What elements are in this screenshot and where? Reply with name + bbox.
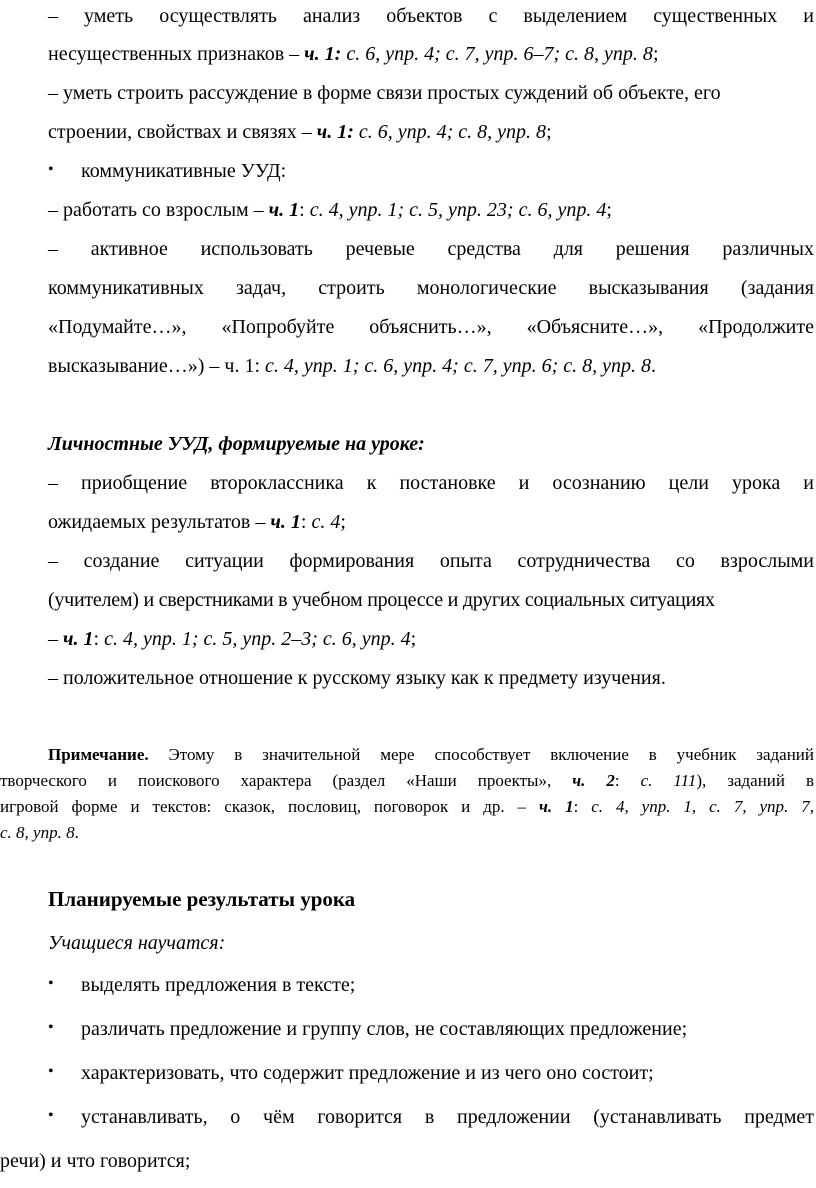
cognitive-line-4: строении, свойствах и связях – ч. 1: с. 6, упр. 4; с. 8, упр. 8; bbox=[48, 121, 552, 143]
personal-line-5: – ч. 1: с. 4, упр. 1; с. 5, упр. 2–3; с. 6, упр. 4; bbox=[48, 628, 417, 650]
personal-line-6: – положительное отношение к русскому языку как к предмету изучения. bbox=[48, 667, 666, 689]
communicative-line-3: коммуникативных задач, строить монологические высказывания (задания bbox=[48, 277, 814, 299]
note-line-4: с. 8, упр. 8. bbox=[0, 823, 79, 842]
note-label: Примечание. bbox=[48, 745, 149, 764]
bullet-icon: • bbox=[48, 1063, 54, 1080]
personal-line-1: – приобщение второклассника к постановке и осознанию цели урока и bbox=[48, 472, 814, 494]
communicative-line-1: – работать со взрослым – ч. 1: с. 4, упр. 1; с. 5, упр. 23; с. 6, упр. 4; bbox=[48, 199, 612, 221]
results-item-2: различать предложение и группу слов, не составляющих предложение; bbox=[81, 1018, 688, 1040]
note-line-3: игровой форме и текстов: сказок, пословиц, поговорок и др. – ч. 1: с. 4, упр. 1, с. 7, упр. 7, bbox=[0, 797, 814, 816]
bullet-icon: • bbox=[48, 975, 54, 992]
communicative-line-4: «Подумайте…», «Попробуйте объяснить…», «Объясните…», «Продолжите bbox=[48, 316, 814, 338]
results-item-3: характеризовать, что содержит предложение и из чего оно состоит; bbox=[81, 1062, 654, 1084]
cognitive-line-3: – уметь строить рассуждение в форме связи простых суждений об объекте, его bbox=[48, 82, 721, 104]
communicative-heading: коммуникативные УУД: bbox=[81, 160, 287, 182]
communicative-line-2: – активное использовать речевые средства для решения различных bbox=[48, 238, 814, 260]
results-item-4: устанавливать, о чём говорится в предложении (устанавливать предмет bbox=[81, 1106, 814, 1128]
results-item-1: выделять предложения в тексте; bbox=[81, 974, 356, 996]
note-line-1: Примечание. Этому в значительной мере способствует включение в учебник заданий bbox=[48, 745, 814, 764]
personal-heading: Личностные УУД, формируемые на уроке: bbox=[48, 433, 425, 455]
cognitive-line-2: несущественных признаков – ч. 1: с. 6, упр. 4; с. 7, упр. 6–7; с. 8, упр. 8; bbox=[48, 43, 659, 65]
results-item-4-continuation: речи) и что говорится; bbox=[0, 1150, 191, 1172]
bullet-icon: • bbox=[48, 161, 54, 178]
personal-line-3: – создание ситуации формирования опыта сотрудничества со взрослыми bbox=[48, 550, 814, 572]
personal-line-4: (учителем) и сверстниками в учебном процессе и других социальных ситуациях bbox=[48, 589, 715, 611]
results-subtitle: Учащиеся научатся: bbox=[48, 932, 226, 954]
personal-line-2: ожидаемых результатов – ч. 1: с. 4; bbox=[48, 511, 346, 533]
bullet-icon: • bbox=[48, 1019, 54, 1036]
communicative-line-5: высказывание…») – ч. 1: с. 4, упр. 1; с. 6, упр. 4; с. 7, упр. 6; с. 8, упр. 8. bbox=[48, 355, 657, 377]
note-line-2: творческого и поискового характера (раздел «Наши проекты», ч. 2: с. 111), заданий в bbox=[0, 771, 814, 790]
bullet-icon: • bbox=[48, 1107, 54, 1124]
results-title: Планируемые результаты урока bbox=[48, 887, 356, 911]
cognitive-line-1: – уметь осуществлять анализ объектов с выделением существенных и bbox=[48, 5, 814, 27]
